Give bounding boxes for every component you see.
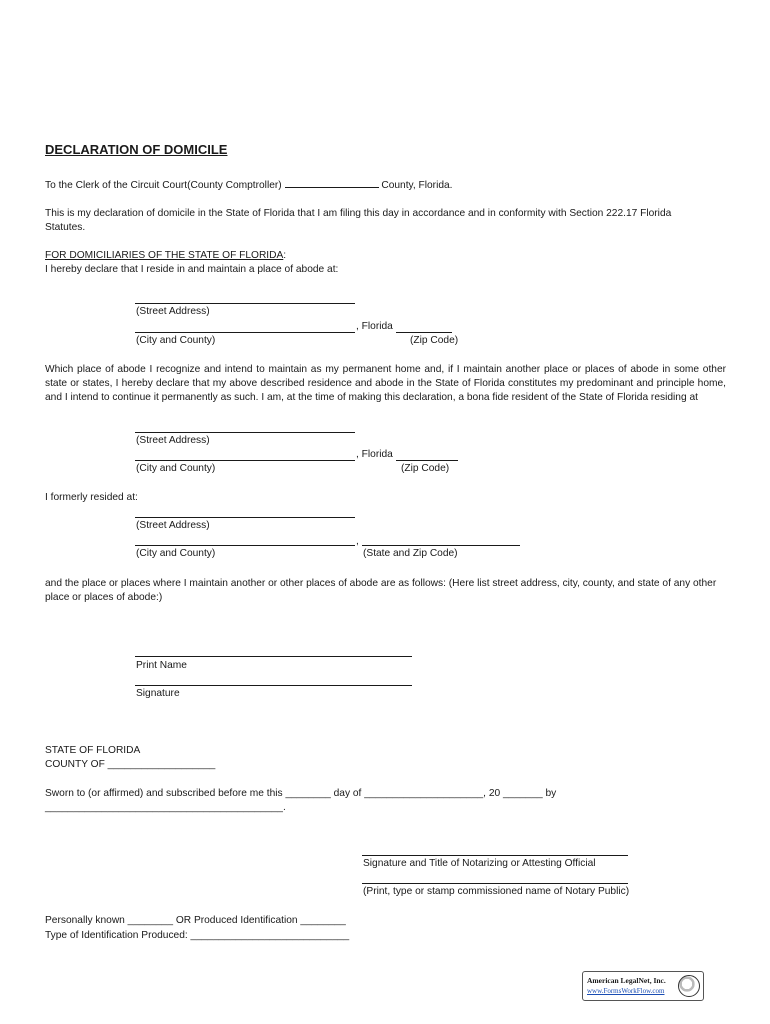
street-address-1-field[interactable] [135,303,355,304]
domiciliaries-heading [45,249,286,263]
notary-signature-label: Signature and Title of Notarizing or Attesting Official [363,858,596,869]
globe-icon [678,975,700,997]
state-zip-3-field[interactable] [362,545,520,546]
city-county-3-label: (City and County) [136,548,216,559]
logo-brand: American LegalNet, Inc. [587,976,666,985]
intro-paragraph: This is my declaration of domicile in the State of Florida that I am filing this day in accordance and in conformity with Section 222.17 Florida Statutes. [45,208,672,233]
domiciliaries-heading-text: FOR DOMICILIARIES OF THE STATE OF FLORIDA [45,250,284,261]
clerk-line [45,178,453,193]
signature-label: Signature [136,688,180,699]
notary-print-field[interactable] [362,883,628,884]
personally-known-line: Personally known ________ OR Produced Identification ________ [45,915,346,926]
reside-line: I hereby declare that I reside in and maintain a place of abode at: [45,264,339,275]
zip-1-label: (Zip Code) [410,335,459,346]
florida-2-label: , Florida [356,449,393,460]
comma-3-label: , [356,536,359,547]
city-county-2-field[interactable] [135,460,355,461]
zip-2-label: (Zip Code) [401,463,450,474]
city-county-2-label: (City and County) [136,463,216,474]
city-county-1-field[interactable] [135,332,355,333]
state-zip-3-label: (State and Zip Code) [363,548,458,559]
print-name-label: Print Name [136,660,187,671]
notary-signature-field[interactable] [362,855,628,856]
american-legalnet-logo [582,971,704,1001]
city-county-1-label: (City and County) [136,335,216,346]
zip-2-field[interactable] [396,460,458,461]
clerk-line-suffix: County, Florida. [381,180,453,191]
logo-site-link[interactable]: www.FormsWorkFlow.com [587,987,665,995]
page-title: DECLARATION OF DOMICILE [45,142,228,157]
other-places-paragraph: and the place or places where I maintain another or other places of abode are as follows: (Here list street address, city, county, and state of any other place or places of abode:) [45,578,717,603]
street-address-2-label: (Street Address) [136,435,210,446]
id-type-line: Type of Identification Produced: ____________________________ [45,930,350,941]
street-address-3-label: (Street Address) [136,520,210,531]
signature-field[interactable] [135,685,412,686]
sworn-line: Sworn to (or affirmed) and subscribed before me this ________ day of _____________________, 20 _______ by [45,788,557,799]
notary-print-label: (Print, type or stamp commissioned name of Notary Public) [363,886,630,897]
print-name-field[interactable] [135,656,412,657]
zip-1-field[interactable] [396,332,452,333]
street-address-2-field[interactable] [135,432,355,433]
clerk-line-prefix: To the Clerk of the Circuit Court(County Comptroller) [45,180,282,191]
county-blank[interactable] [285,178,379,188]
florida-1-label: , Florida [356,321,393,332]
formerly-resided-line: I formerly resided at: [45,492,138,503]
county-line: COUNTY OF ___________________ [45,759,216,770]
permanent-home-paragraph: Which place of abode I recognize and intend to maintain as my permanent home and, if I maintain another place or places of abode in some other state or states, I hereby declare that my above described residence and abode in the State of Florida constitutes my predominant and principle home, and I intend to continue it permanently as such. I am, at the time of making this declaration, a bona fide resident of the State of Florida residing at [45,364,726,403]
domiciliaries-heading-colon: : [283,250,287,261]
sworn-blank-line: __________________________________________. [45,802,286,813]
street-address-1-label: (Street Address) [136,306,210,317]
city-county-3-field[interactable] [135,545,355,546]
state-line: STATE OF FLORIDA [45,745,141,756]
street-address-3-field[interactable] [135,517,355,518]
